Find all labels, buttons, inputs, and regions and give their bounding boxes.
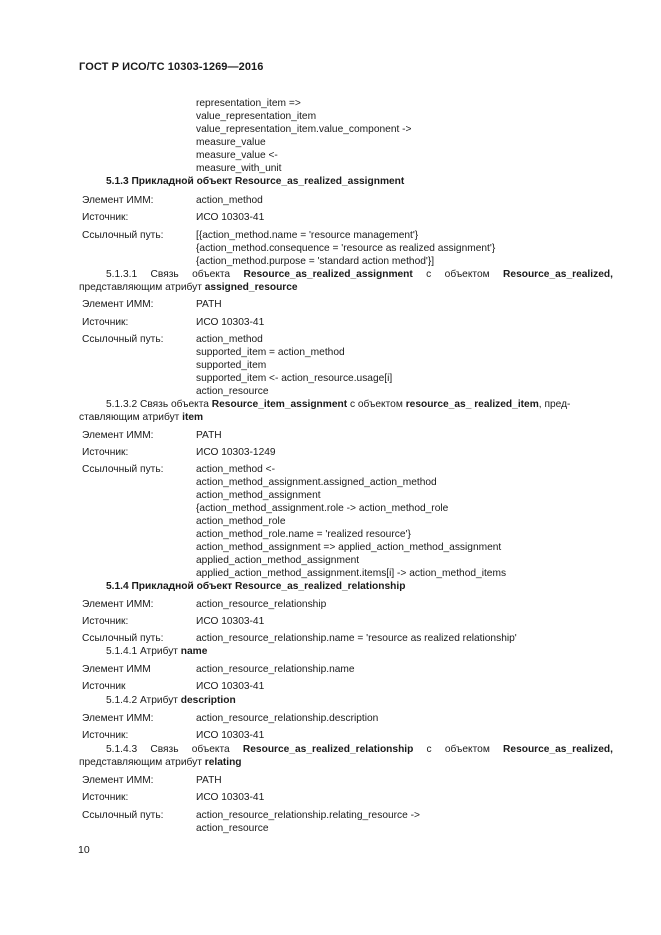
- path-line: value_representation_item: [196, 111, 317, 122]
- document-header: ГОСТ Р ИСО/ТС 10303-1269—2016: [79, 61, 264, 73]
- path-line: action_method <-: [196, 464, 276, 475]
- subsection-heading-line: [106, 645, 207, 658]
- heading-word: Связь: [150, 744, 179, 755]
- source-label: Источник:: [82, 730, 129, 741]
- reference-path-label: Ссылочный путь:: [82, 810, 164, 821]
- heading-word: объектом: [444, 744, 490, 755]
- heading-text: 5.1.4.1 Атрибут: [106, 646, 181, 657]
- section-heading: 5.1.3 Прикладной объект Resource_as_realized_assignment: [106, 176, 405, 187]
- attribute-name: relating: [204, 757, 242, 768]
- attribute-name: description: [180, 695, 236, 706]
- subsection-heading-line: [79, 756, 242, 769]
- mim-element-value: PATH: [196, 299, 222, 310]
- path-line: representation_item =>: [196, 98, 301, 109]
- heading-text: представляющим атрибут: [79, 282, 205, 293]
- entity-name: Resource_as_realized,: [503, 269, 613, 280]
- mim-element-label: Элемент ИММ:: [82, 430, 154, 441]
- mim-element-label: Элемент ИММ:: [82, 775, 154, 786]
- source-value: ИСО 10303-1249: [196, 447, 276, 458]
- heading-word: объекта: [192, 269, 231, 280]
- heading-text: представляющим атрибут: [79, 757, 205, 768]
- mim-element-value: action_resource_relationship: [196, 599, 327, 610]
- path-line: measure_with_unit: [196, 163, 282, 174]
- mim-element-label: Элемент ИММ:: [82, 299, 154, 310]
- page-number: 10: [78, 844, 90, 856]
- path-line: action_resource: [196, 823, 269, 834]
- path-line: {action_method_assignment.role -> action_method_role: [196, 503, 449, 514]
- source-value: ИСО 10303-41: [196, 730, 265, 741]
- path-line: supported_item = action_method: [196, 347, 345, 358]
- path-line: applied_action_method_assignment: [196, 555, 360, 566]
- path-line: {action_method.consequence = 'resource as realized assignment'}: [196, 243, 496, 254]
- heading-word: Связь: [150, 269, 179, 280]
- path-line: action_method: [196, 334, 263, 345]
- entity-name: Resource_as_realized_relationship: [242, 744, 414, 755]
- source-value: ИСО 10303-41: [196, 681, 265, 692]
- source-label: Источник:: [82, 616, 129, 627]
- source-label: Источник:: [82, 792, 129, 803]
- subsection-heading-line: [79, 411, 203, 424]
- heading-text: с объектом: [347, 399, 406, 410]
- entity-name: Resource_as_realized_assignment: [243, 269, 413, 280]
- mim-element-label: Элемент ИММ:: [82, 599, 154, 610]
- reference-path-label: Ссылочный путь:: [82, 334, 164, 345]
- heading-text: 5.1.4.2 Атрибут: [106, 695, 181, 706]
- source-value: ИСО 10303-41: [196, 212, 265, 223]
- mim-element-value: action_resource_relationship.description: [196, 713, 379, 724]
- attribute-name: item: [182, 412, 204, 423]
- heading-word: с: [426, 744, 432, 755]
- path-line: value_representation_item.value_component ->: [196, 124, 412, 135]
- path-line: action_resource: [196, 386, 269, 397]
- path-line: action_method_role.name = 'realized resource'}: [196, 529, 411, 540]
- heading-word: с: [426, 269, 432, 280]
- source-value: ИСО 10303-41: [196, 616, 265, 627]
- entity-name: resource_as_ realized_item: [405, 399, 539, 410]
- mim-element-label: Элемент ИММ:: [82, 713, 154, 724]
- subsection-heading-line: [106, 694, 236, 707]
- source-label: Источник:: [82, 212, 129, 223]
- subsection-heading-line: [106, 398, 570, 411]
- path-line: action_resource_relationship.name = 'resource as realized relationship': [196, 633, 517, 644]
- mim-element-value: action_resource_relationship.name: [196, 664, 355, 675]
- path-line: action_method_assignment.assigned_action_method: [196, 477, 437, 488]
- subsection-number: 5.1.4.3: [106, 744, 138, 755]
- entity-name: Resource_as_realized,: [503, 744, 613, 755]
- source-label: Источник: [82, 681, 126, 692]
- source-value: ИСО 10303-41: [196, 317, 265, 328]
- path-line: applied_action_method_assignment.items[i] -> action_method_items: [196, 568, 507, 579]
- source-value: ИСО 10303-41: [196, 792, 265, 803]
- mim-element-value: PATH: [196, 775, 222, 786]
- source-label: Источник:: [82, 447, 129, 458]
- subsection-number: 5.1.3.1: [106, 269, 138, 280]
- heading-text: ставляющим атрибут: [79, 412, 183, 423]
- mim-element-label: Элемент ИММ:: [82, 195, 154, 206]
- heading-word: объектом: [444, 269, 490, 280]
- heading-text: , пред-: [538, 399, 571, 410]
- reference-path-label: Ссылочный путь:: [82, 633, 164, 644]
- subsection-heading-line: [79, 743, 613, 756]
- entity-name: Resource_item_assignment: [211, 399, 348, 410]
- reference-path-label: Ссылочный путь:: [82, 464, 164, 475]
- path-line: {action_method.purpose = 'standard action method'}]: [196, 256, 435, 267]
- path-line: measure_value <-: [196, 150, 278, 161]
- path-line: action_method_assignment => applied_action_method_assignment: [196, 542, 502, 553]
- heading-text: 5.1.3.2 Связь объекта: [106, 399, 212, 410]
- attribute-name: assigned_resource: [204, 282, 298, 293]
- path-line: supported_item: [196, 360, 267, 371]
- path-line: measure_value: [196, 137, 266, 148]
- reference-path-label: Ссылочный путь:: [82, 230, 164, 241]
- path-line: action_method_assignment: [196, 490, 321, 501]
- attribute-name: name: [180, 646, 208, 657]
- path-line: [{action_method.name = 'resource management'}: [196, 230, 419, 241]
- mim-element-value: action_method: [196, 195, 263, 206]
- mim-element-value: PATH: [196, 430, 222, 441]
- mim-element-label: Элемент ИММ: [82, 664, 151, 675]
- subsection-heading-line: [79, 281, 298, 294]
- heading-word: объекта: [191, 744, 230, 755]
- path-line: supported_item <- action_resource.usage[i]: [196, 373, 393, 384]
- path-line: action_method_role: [196, 516, 286, 527]
- source-label: Источник:: [82, 317, 129, 328]
- path-line: action_resource_relationship.relating_resource ->: [196, 810, 420, 821]
- section-heading: 5.1.4 Прикладной объект Resource_as_realized_relationship: [106, 581, 406, 592]
- subsection-heading-line: [79, 268, 613, 281]
